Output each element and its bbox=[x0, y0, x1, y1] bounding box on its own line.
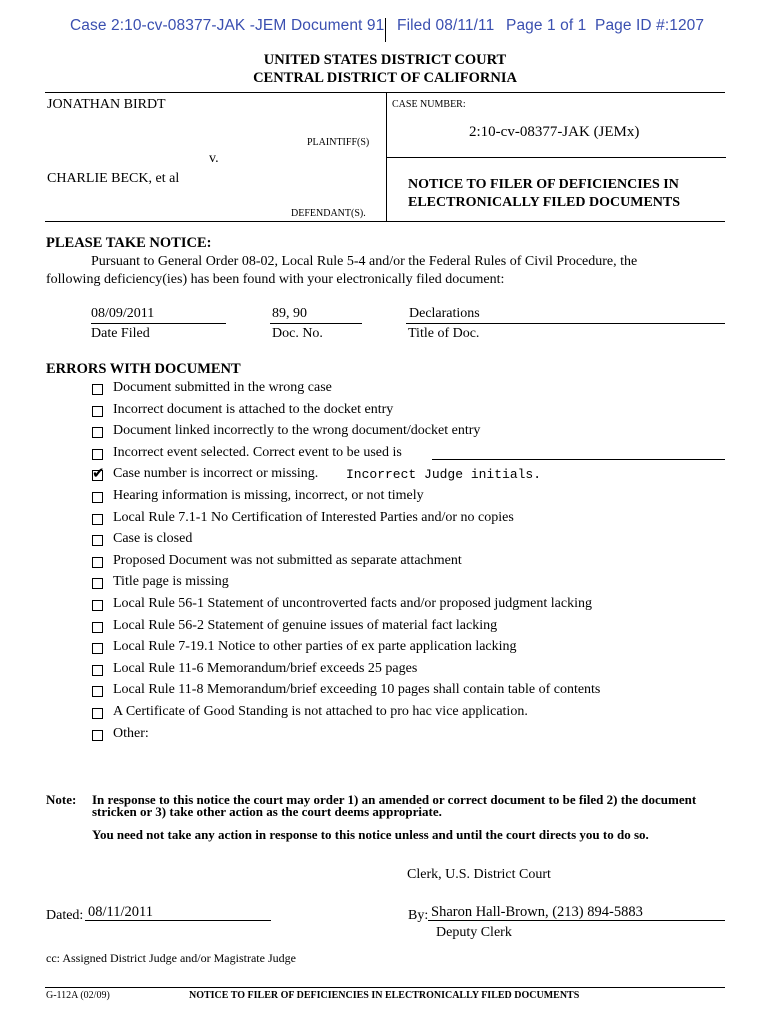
notice-text-line2: following deficiency(ies) has been found with your electronically filed document: bbox=[46, 272, 505, 287]
defendant-name: CHARLIE BECK, et al bbox=[47, 171, 180, 186]
error-item-label: Title page is missing bbox=[113, 574, 229, 590]
error-item-label: Hearing information is missing, incorrect, or not timely bbox=[113, 488, 424, 503]
error-item-label: Local Rule 56-1 Statement of uncontroverted facts and/or proposed judgment lacking bbox=[113, 596, 592, 611]
error-checkbox[interactable] bbox=[92, 384, 103, 395]
stamp-document: Document 91 bbox=[291, 17, 385, 34]
stamp-divider bbox=[385, 18, 386, 42]
error-item-label: Case number is incorrect or missing. bbox=[113, 466, 319, 482]
doc-no-value: 89, 90 bbox=[272, 306, 307, 321]
caption-top-rule bbox=[45, 92, 725, 93]
error-item-label: Incorrect event selected. Correct event to be used is bbox=[113, 444, 402, 460]
doc-no-rule bbox=[270, 323, 362, 324]
doc-no-label: Doc. No. bbox=[272, 326, 323, 341]
stamp-page-id: Page ID #:1207 bbox=[595, 17, 705, 34]
footer-title: NOTICE TO FILER OF DEFICIENCIES IN ELECTRONICALLY FILED DOCUMENTS bbox=[189, 990, 580, 1001]
stamp-page: Page 1 of 1 bbox=[506, 17, 587, 34]
error-checkbox[interactable] bbox=[92, 578, 103, 589]
by-value: Sharon Hall-Brown, (213) 894-5883 bbox=[431, 904, 643, 920]
error-item-label: Incorrect document is attached to the docket entry bbox=[113, 401, 394, 417]
notice-title-line2: ELECTRONICALLY FILED DOCUMENTS bbox=[408, 195, 681, 210]
date-filed-value: 08/09/2011 bbox=[91, 306, 155, 321]
error-item-label: Proposed Document was not submitted as separate attachment bbox=[113, 552, 462, 568]
clerk-title: Clerk, U.S. District Court bbox=[407, 867, 551, 882]
error-checkbox[interactable] bbox=[92, 449, 103, 460]
error-item-label: Local Rule 56-2 Statement of genuine issues of material fact lacking bbox=[113, 617, 498, 633]
note-line3: You need not take any action in response to this notice unless and until the court directs you to do so. bbox=[92, 827, 649, 842]
case-number-label: CASE NUMBER: bbox=[392, 99, 466, 110]
doc-title-label: Title of Doc. bbox=[408, 326, 480, 341]
error-checkbox[interactable] bbox=[92, 622, 103, 633]
error-checkbox[interactable] bbox=[92, 427, 103, 438]
by-rule bbox=[428, 920, 725, 921]
error-item-label: Case is closed bbox=[113, 531, 193, 547]
error-item-label: Document linked incorrectly to the wrong document/docket entry bbox=[113, 423, 481, 439]
date-filed-label: Date Filed bbox=[91, 326, 150, 341]
note-line1: In response to this notice the court may order 1) an amended or correct document to be filed 2) the document bbox=[92, 792, 697, 807]
date-filed-rule bbox=[91, 323, 226, 324]
case-number-rule bbox=[386, 157, 726, 158]
error-item-label: Local Rule 11-8 Memorandum/brief exceeding 10 pages shall contain table of contents bbox=[113, 682, 601, 698]
error-item-label: Local Rule 7-19.1 Notice to other parties of ex parte application lacking bbox=[113, 639, 517, 655]
cc-line: cc: Assigned District Judge and/or Magistrate Judge bbox=[46, 951, 296, 965]
footer-rule bbox=[45, 987, 725, 988]
doc-title-value: Declarations bbox=[409, 306, 480, 321]
error-checkbox[interactable] bbox=[92, 557, 103, 568]
error-item-label: Other: bbox=[113, 725, 149, 741]
notice-heading: PLEASE TAKE NOTICE: bbox=[46, 235, 212, 251]
stamp-case-number: Case 2:10-cv-08377-JAK -JEM bbox=[70, 17, 287, 34]
error-checkbox[interactable] bbox=[92, 600, 103, 611]
check-mark-icon: ✔ bbox=[92, 464, 105, 483]
plaintiff-name: JONATHAN BIRDT bbox=[47, 97, 166, 112]
error-checkbox[interactable] bbox=[92, 406, 103, 417]
defendant-label: DEFENDANT(S). bbox=[291, 208, 366, 219]
versus-label: v. bbox=[209, 151, 219, 166]
errors-heading: ERRORS WITH DOCUMENT bbox=[46, 361, 241, 377]
error-item-label: A Certificate of Good Standing is not attached to pro hac vice application. bbox=[113, 704, 528, 719]
error-checkbox[interactable] bbox=[92, 730, 103, 741]
doc-title-rule bbox=[406, 323, 725, 324]
error-item-label: Local Rule 11-6 Memorandum/brief exceeds 25 pages bbox=[113, 660, 418, 676]
dated-rule bbox=[85, 920, 271, 921]
plaintiff-label: PLAINTIFF(S) bbox=[307, 137, 370, 148]
caption-bottom-rule bbox=[45, 221, 725, 222]
dated-label: Dated: bbox=[46, 908, 84, 923]
error-checkbox[interactable] bbox=[92, 708, 103, 719]
notice-title-line1: NOTICE TO FILER OF DEFICIENCIES IN bbox=[408, 177, 679, 192]
error-checkbox[interactable] bbox=[92, 643, 103, 654]
correct-event-rule bbox=[432, 459, 725, 460]
error-item-label: Document submitted in the wrong case bbox=[113, 380, 332, 395]
notice-text-line1: Pursuant to General Order 08-02, Local Rule 5-4 and/or the Federal Rules of Civil Procedure, the bbox=[91, 254, 638, 269]
error-checkbox[interactable] bbox=[92, 535, 103, 546]
by-label: By: bbox=[408, 908, 429, 923]
deputy-clerk-label: Deputy Clerk bbox=[436, 925, 512, 940]
form-number: G-112A (02/09) bbox=[46, 990, 110, 1001]
error-checkbox[interactable] bbox=[92, 514, 103, 525]
court-name: UNITED STATES DISTRICT COURT bbox=[263, 52, 507, 68]
error-item-comment: Incorrect Judge initials. bbox=[346, 467, 542, 483]
court-district: CENTRAL DISTRICT OF CALIFORNIA bbox=[253, 70, 517, 86]
stamp-filed: Filed 08/11/11 bbox=[397, 17, 495, 34]
dated-value: 08/11/2011 bbox=[88, 904, 153, 920]
error-checkbox[interactable] bbox=[92, 686, 103, 697]
note-line2: stricken or 3) take other action as the court deems appropriate. bbox=[92, 804, 442, 819]
note-label: Note: bbox=[46, 792, 77, 807]
case-number-value: 2:10-cv-08377-JAK (JEMx) bbox=[469, 124, 640, 140]
error-item-label: Local Rule 7.1-1 No Certification of Interested Parties and/or no copies bbox=[113, 509, 514, 525]
error-checkbox[interactable] bbox=[92, 665, 103, 676]
error-checkbox[interactable] bbox=[92, 492, 103, 503]
